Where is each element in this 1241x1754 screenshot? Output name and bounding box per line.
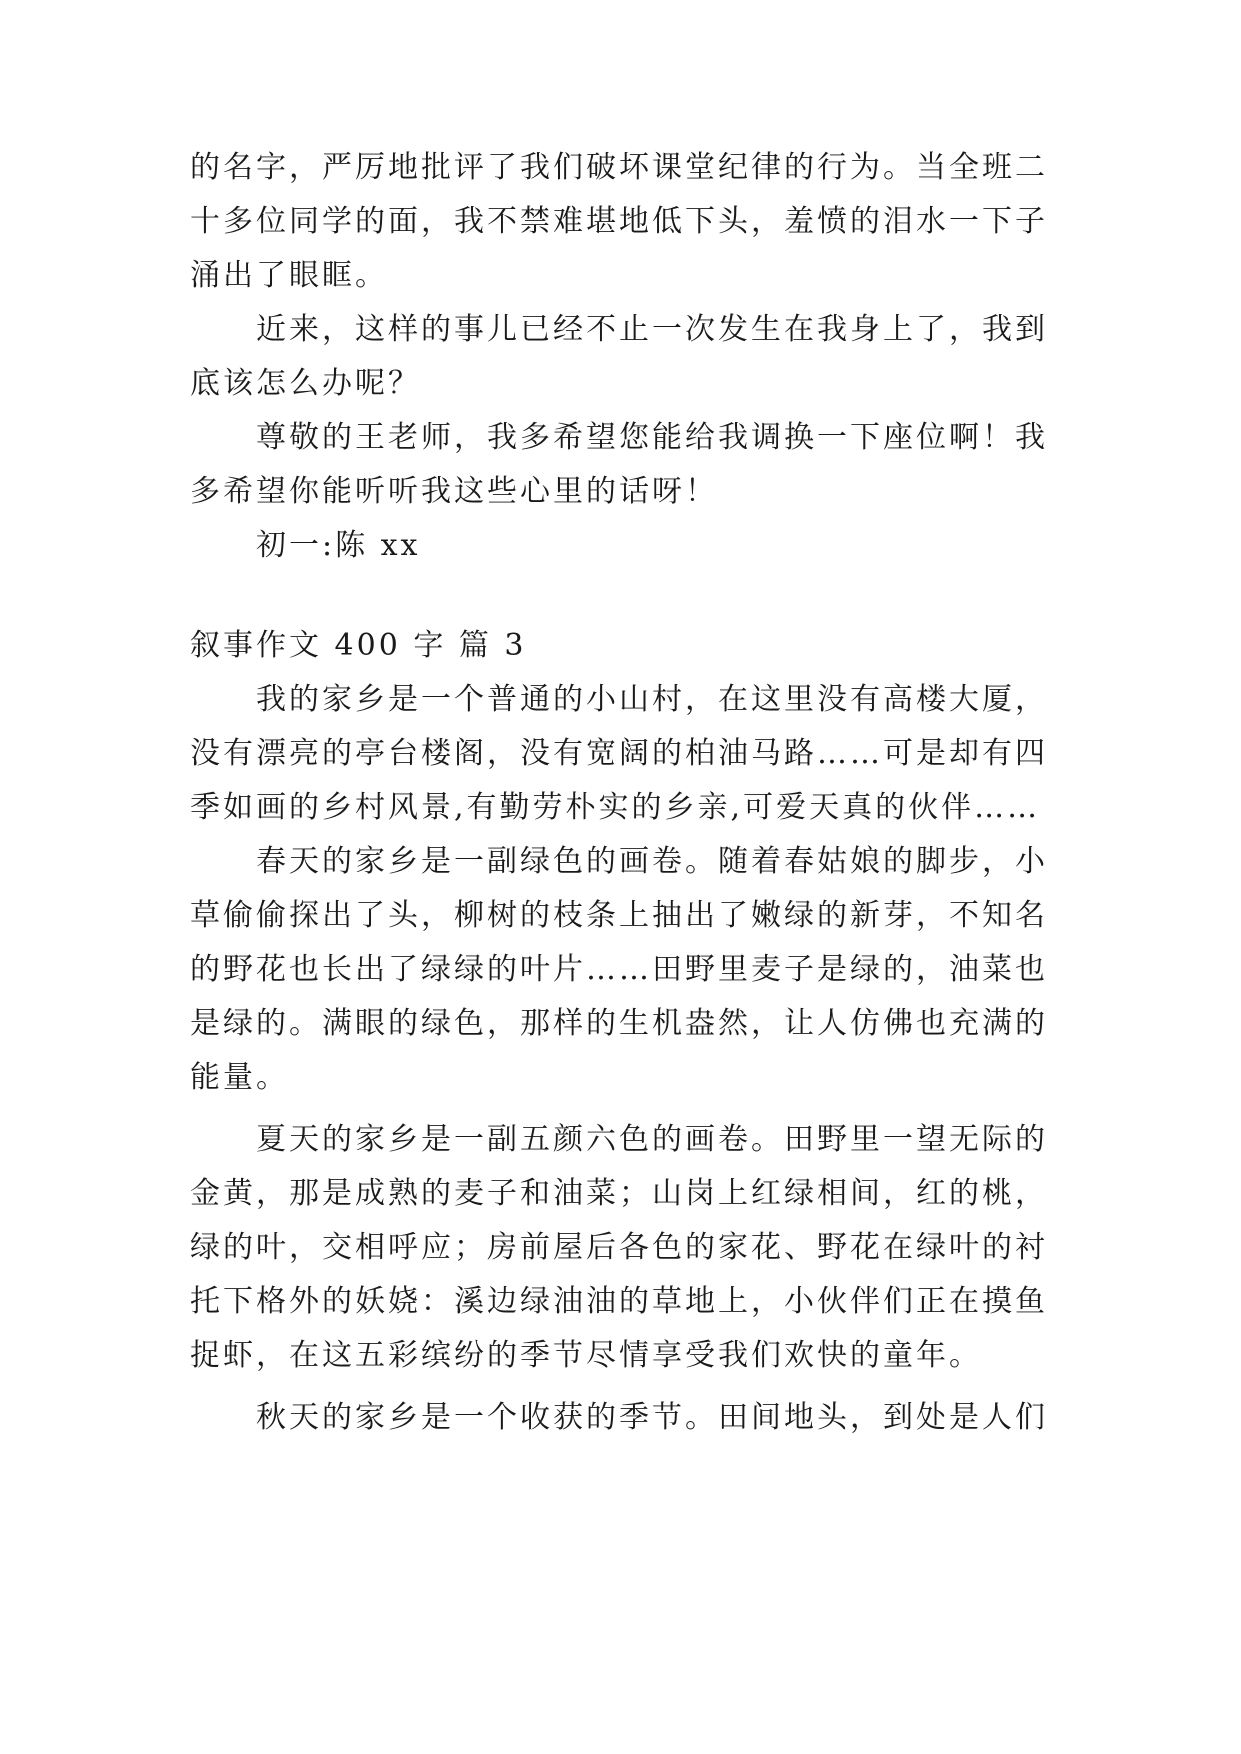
text-line: 多希望你能听听我这些心里的话呀！: [190, 474, 718, 509]
text-line: 是绿的。满眼的绿色，那样的生机盎然，让人仿佛也充满的: [190, 1006, 1048, 1041]
text-line: 尊敬的王老师，我多希望您能给我调换一下座位啊！我: [190, 420, 1048, 455]
text-line: 涌出了眼眶。: [190, 258, 388, 293]
text-line: 的野花也长出了绿绿的叶片……田野里麦子是绿的，油菜也: [190, 952, 1048, 987]
text-line: 我的家乡是一个普通的小山村，在这里没有高楼大厦，: [190, 682, 1048, 717]
text-line: 夏天的家乡是一副五颜六色的画卷。田野里一望无际的: [190, 1122, 1048, 1157]
text-line: 能量。: [190, 1060, 289, 1095]
text-line: 金黄，那是成熟的麦子和油菜；山岗上红绿相间，红的桃，: [190, 1176, 1048, 1211]
text-line: 秋天的家乡是一个收获的季节。田间地头，到处是人们: [190, 1400, 1048, 1435]
text-line: 近来，这样的事儿已经不止一次发生在我身上了，我到: [190, 312, 1048, 347]
text-line: 的名字，严厉地批评了我们破坏课堂纪律的行为。当全班二: [190, 150, 1048, 185]
text-line: 春天的家乡是一副绿色的画卷。随着春姑娘的脚步，小: [190, 844, 1048, 879]
text-line: 捉虾，在这五彩缤纷的季节尽情享受我们欢快的童年。: [190, 1338, 982, 1373]
text-line: 托下格外的妖娆：溪边绿油油的草地上，小伙伴们正在摸鱼: [190, 1284, 1048, 1319]
signature-line: 初一:陈 xx: [190, 528, 421, 563]
text-line: 十多位同学的面，我不禁难堪地低下头，羞愤的泪水一下子: [190, 204, 1048, 239]
text-line: 绿的叶，交相呼应；房前屋后各色的家花、野花在绿叶的衬: [190, 1230, 1048, 1265]
text-line: 底该怎么办呢？: [190, 366, 421, 401]
text-line: 季如画的乡村风景,有勤劳朴实的乡亲,可爱天真的伙伴……: [190, 790, 1041, 825]
section-heading: 叙事作文 400 字 篇 3: [190, 628, 527, 663]
text-line: 没有漂亮的亭台楼阁，没有宽阔的柏油马路……可是却有四: [190, 736, 1048, 771]
text-line: 草偷偷探出了头，柳树的枝条上抽出了嫩绿的新芽，不知名: [190, 898, 1048, 933]
